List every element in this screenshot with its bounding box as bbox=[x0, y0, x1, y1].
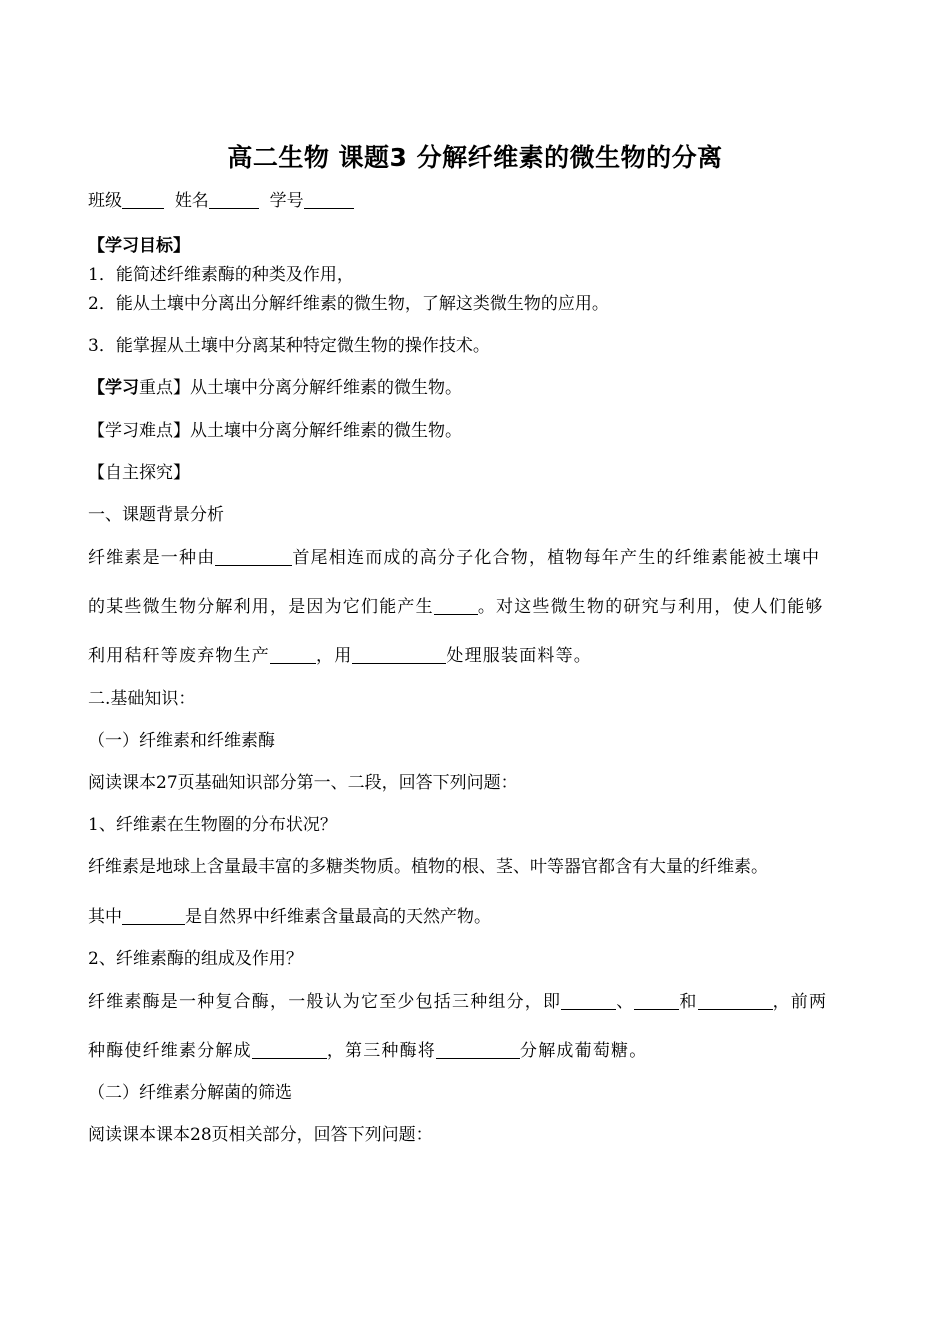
objective-item-2: 2．能从土壤中分离出分解纤维素的微生物，了解这类微生物的应用。 bbox=[88, 294, 609, 314]
difficulty-text: 从土壤中分离分解纤维素的微生物。 bbox=[190, 421, 462, 441]
difficulty-label: 【学习难点】 bbox=[88, 421, 190, 441]
key-point-label-rest: 重点】 bbox=[139, 378, 190, 398]
fill-blank[interactable] bbox=[252, 1041, 327, 1059]
text-span: 利用秸秆等废弃物生产 bbox=[88, 646, 270, 666]
text-span: 分解成葡萄糖。 bbox=[520, 1041, 648, 1061]
question-1-fill-line bbox=[88, 902, 491, 927]
text-span: ，用 bbox=[316, 646, 353, 666]
text-span: 纤维素酶是一种复合酶，一般认为它至少包括三种组分，即 bbox=[88, 992, 562, 1012]
objectives-heading: 【学习目标】 bbox=[88, 236, 190, 256]
text-span: ，前两 bbox=[772, 992, 828, 1012]
self-explore-heading: 【自主探究】 bbox=[88, 463, 190, 483]
text-span: 处理服装面料等。 bbox=[446, 646, 593, 666]
reading-instruction-2: 阅读课本课本28页相关部分，回答下列问题： bbox=[88, 1125, 433, 1145]
question-1: 1、纤维素在生物圈的分布状况？ bbox=[88, 815, 337, 835]
text-span: 纤维素是一种由 bbox=[88, 548, 216, 568]
fill-blank[interactable] bbox=[634, 992, 679, 1010]
key-point-text: 从土壤中分离分解纤维素的微生物。 bbox=[190, 378, 462, 398]
fill-blank[interactable] bbox=[122, 907, 185, 925]
text-span: 的某些微生物分解利用，是因为它们能产生 bbox=[88, 597, 434, 617]
fill-blank[interactable] bbox=[434, 597, 478, 615]
name-label: 姓名 bbox=[174, 191, 209, 211]
fill-blank[interactable] bbox=[270, 646, 316, 664]
text-span: 是自然界中纤维素含量最高的天然产物。 bbox=[185, 907, 491, 927]
key-point-line bbox=[88, 373, 462, 398]
objective-item-3: 3．能掌握从土壤中分离某种特定微生物的操作技术。 bbox=[88, 336, 490, 356]
subsection-cellulose-enzyme: （一）纤维素和纤维素酶 bbox=[88, 731, 275, 751]
fill-blank[interactable] bbox=[215, 548, 292, 566]
text-span: 。对这些微生物的研究与利用，使人们能够 bbox=[477, 597, 824, 617]
section1-paragraph-line-2 bbox=[88, 592, 824, 617]
fill-blank[interactable] bbox=[561, 992, 616, 1010]
text-span: 和 bbox=[679, 992, 698, 1012]
difficulty-line bbox=[88, 416, 462, 441]
key-point-label-bold: 【学习 bbox=[88, 378, 139, 398]
text-span: 种酶使纤维素分解成 bbox=[88, 1041, 252, 1061]
fill-blank[interactable] bbox=[352, 646, 446, 664]
section1-paragraph-line-3 bbox=[88, 641, 592, 666]
objective-item-1: 1．能简述纤维素酶的种类及作用， bbox=[88, 265, 354, 285]
question-2-line-2 bbox=[88, 1036, 647, 1061]
class-blank[interactable] bbox=[122, 191, 164, 209]
text-span: ，第三种酶将 bbox=[326, 1041, 437, 1061]
name-blank[interactable] bbox=[209, 191, 259, 209]
text-span: 、 bbox=[616, 992, 635, 1012]
class-label: 班级 bbox=[88, 191, 122, 211]
student-info-line bbox=[88, 186, 354, 211]
reading-instruction-1: 阅读课本27页基础知识部分第一、二段，回答下列问题： bbox=[88, 773, 518, 793]
section1-paragraph-line-1 bbox=[88, 543, 820, 568]
fill-blank[interactable] bbox=[698, 992, 773, 1010]
page-title: 高二生物 课题3 分解纤维素的微生物的分离 bbox=[227, 143, 723, 172]
student-id-blank[interactable] bbox=[304, 191, 354, 209]
section2-heading: 二.基础知识： bbox=[88, 689, 196, 709]
question-1-text: 纤维素是地球上含量最丰富的多糖类物质。植物的根、茎、叶等器官都含有大量的纤维素。 bbox=[88, 857, 768, 877]
question-2-line-1 bbox=[88, 987, 827, 1012]
subsection-bacteria-screening: （二）纤维素分解菌的筛选 bbox=[88, 1083, 292, 1103]
text-span: 其中 bbox=[88, 907, 122, 927]
fill-blank[interactable] bbox=[436, 1041, 520, 1059]
question-2: 2、纤维素酶的组成及作用？ bbox=[88, 949, 303, 969]
section1-heading: 一、课题背景分析 bbox=[88, 505, 224, 525]
student-id-label: 学号 bbox=[269, 191, 304, 211]
text-span: 首尾相连而成的高分子化合物，植物每年产生的纤维素能被土壤中 bbox=[292, 548, 821, 568]
